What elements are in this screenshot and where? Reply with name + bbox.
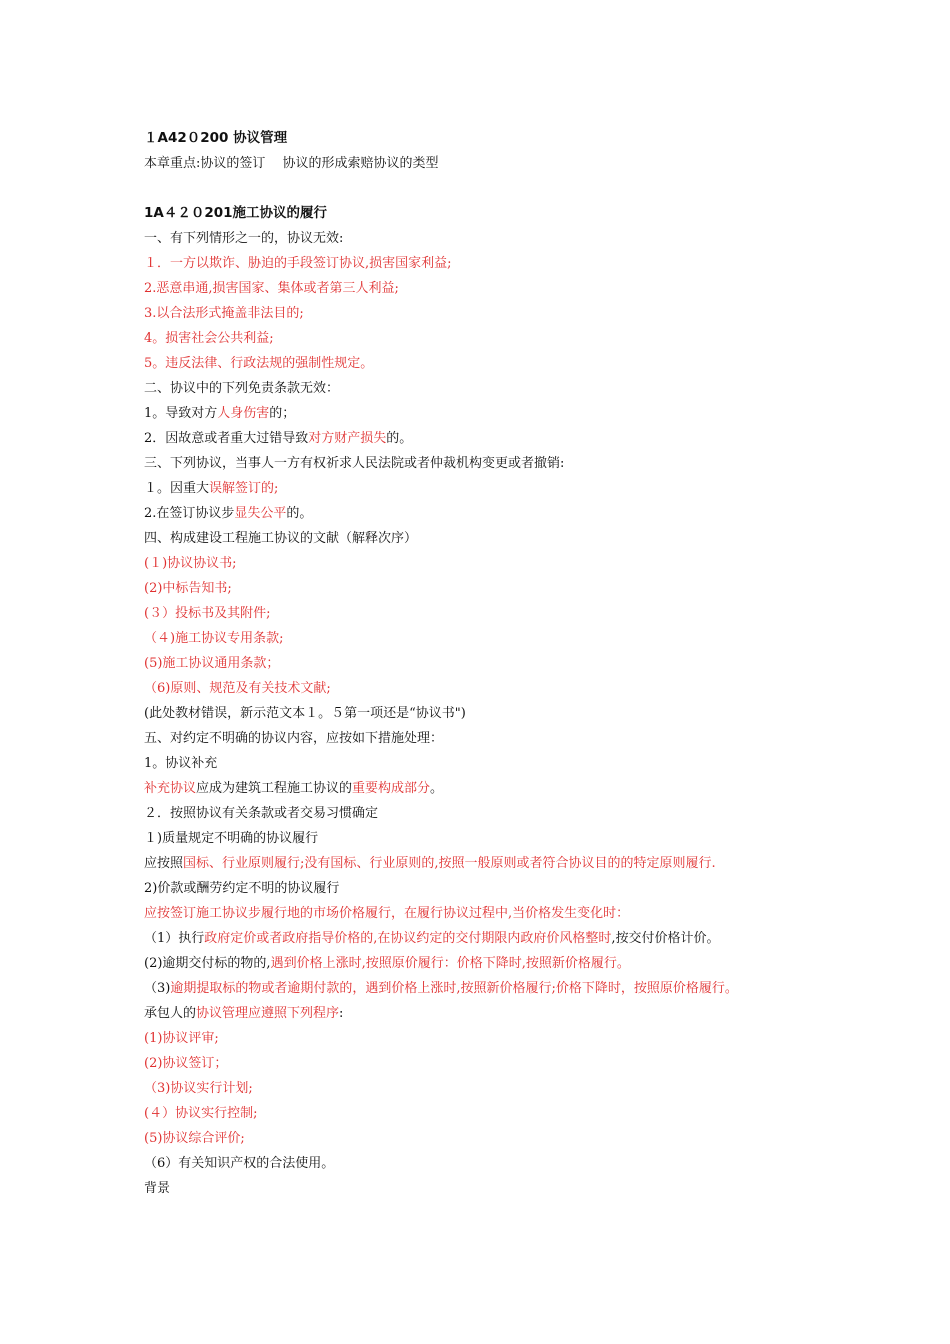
- text-line: [144, 301, 824, 326]
- highlighted-text: (３）投标书及其附件;: [144, 606, 271, 621]
- body-text: （3): [144, 981, 171, 996]
- body-text: 2.在签订协议步: [144, 506, 235, 521]
- text-line: [144, 676, 824, 701]
- chapter-title: １A42０200 协议管理: [144, 130, 288, 146]
- highlighted-text: (5)协议综合评价;: [144, 1131, 245, 1146]
- body-text: ,按交付价格计价。: [611, 931, 720, 946]
- highlighted-text: （3)协议实行计划;: [144, 1081, 253, 1096]
- body-text: 五、对约定不明确的协议内容，应按如下措施处理：: [144, 731, 444, 746]
- highlighted-text: 协议管理应遵照下列程序: [196, 1006, 340, 1021]
- text-line: [144, 276, 824, 301]
- text-line: [144, 376, 824, 401]
- highlighted-text: (2)协议签订；: [144, 1056, 228, 1071]
- text-line: [144, 426, 824, 451]
- text-line: [144, 351, 824, 376]
- highlighted-text: 国标、行业原则履行;没有国标、行业原则的,按照一般原则或者符合协议目的的特定原则履行.: [183, 856, 716, 871]
- body-text: 1。协议补充: [144, 756, 218, 771]
- highlighted-text: (5)施工协议通用条款；: [144, 656, 280, 671]
- text-line: [144, 601, 824, 626]
- text-line: [144, 451, 824, 476]
- highlighted-text: 3.以合法形式掩盖非法目的;: [144, 306, 304, 321]
- body-text: 2)价款或酬劳约定不明的协议履行: [144, 881, 340, 896]
- text-line: [144, 851, 824, 876]
- text-line: [144, 501, 824, 526]
- text-line: [144, 976, 824, 1001]
- body-text: １。因重大: [144, 481, 210, 496]
- highlighted-text: 重要构成部分: [352, 781, 431, 796]
- text-line: [144, 751, 824, 776]
- text-line: [144, 1151, 824, 1176]
- body-text: 三、下列协议，当事人一方有权祈求人民法院或者仲裁机构变更或者撤销:: [144, 456, 565, 471]
- body-text: 背景: [144, 1181, 171, 1196]
- body-text: 2．因故意或者重大过错导致: [144, 431, 309, 446]
- body-text: （1）执行: [144, 931, 205, 946]
- highlighted-text: 4。损害社会公共利益;: [144, 331, 274, 346]
- text-line: [144, 576, 824, 601]
- text-line: [144, 876, 824, 901]
- text-line: [144, 1101, 824, 1126]
- body-text: １)质量规定不明确的协议履行: [144, 831, 319, 846]
- text-line: [144, 801, 824, 826]
- highlighted-text: 逾期提取标的物或者逾期付款的，遇到价格上涨时,按照新价格履行;价格下降时，按照原价格履行。: [170, 981, 738, 996]
- text-line: [144, 251, 824, 276]
- text-line: [144, 401, 824, 426]
- body-text: :: [339, 1006, 344, 1021]
- body-lines: [144, 226, 824, 1201]
- body-text: 承包人的: [144, 1006, 197, 1021]
- text-line: [144, 551, 824, 576]
- highlighted-text: （6)原则、规范及有关技术文献;: [144, 681, 331, 696]
- text-line: [144, 526, 824, 551]
- body-text: （6）有关知识产权的合法使用。: [144, 1156, 335, 1171]
- highlighted-text: 人身伤害: [217, 406, 270, 421]
- highlighted-text: 补充协议: [144, 781, 197, 796]
- text-line: [144, 826, 824, 851]
- highlighted-text: （４)施工协议专用条款;: [144, 631, 284, 646]
- highlighted-text: 5。违反法律、行政法规的强制性规定。: [144, 356, 374, 371]
- highlighted-text: １．一方以欺诈、胁迫的手段签订协议,损害国家利益;: [144, 256, 452, 271]
- text-line: [144, 626, 824, 651]
- text-line: [144, 951, 824, 976]
- text-line: [144, 701, 824, 726]
- body-text: 四、构成建设工程施工协议的文献（解释次序）: [144, 531, 418, 546]
- highlighted-text: 政府定价或者政府指导价格的,在协议约定的交付期限内政府价风格整时: [204, 931, 612, 946]
- body-text: ２．按照协议有关条款或者交易习惯确定: [144, 806, 379, 821]
- body-text: 。: [430, 781, 444, 796]
- body-text: (此处教材错误，新示范文本１。５第一项还是“协议书"): [144, 706, 466, 721]
- highlighted-text: (2)中标告知书;: [144, 581, 232, 596]
- text-line: [144, 326, 824, 351]
- text-line: [144, 1051, 824, 1076]
- body-text: (2)逾期交付标的物的,: [144, 956, 271, 971]
- highlighted-text: (1)协议评审;: [144, 1031, 219, 1046]
- text-line: [144, 1126, 824, 1151]
- body-text: 一、有下列情形之一的，协议无效:: [144, 231, 344, 246]
- highlighted-text: 2.恶意串通,损害国家、集体或者第三人利益;: [144, 281, 399, 296]
- highlighted-text: 误解签订的;: [209, 481, 279, 496]
- text-line: [144, 651, 824, 676]
- highlighted-text: (１)协议协议书;: [144, 556, 237, 571]
- document-body: [144, 126, 824, 1201]
- highlighted-text: 遇到价格上涨时,按照原价履行：价格下降时,按照新价格履行。: [270, 956, 630, 971]
- spacer: [144, 176, 824, 201]
- highlighted-text: 应按签订施工协议步履行地的市场价格履行，在履行协议过程中,当价格发生变化时：: [144, 906, 630, 921]
- body-text: 应按照: [144, 856, 184, 871]
- text-line: [144, 1026, 824, 1051]
- highlighted-text: 对方财产损失: [308, 431, 387, 446]
- body-text: 的；: [269, 406, 296, 421]
- body-text: 应成为建筑工程施工协议的: [196, 781, 353, 796]
- section-heading: 1A４２０201施工协议的履行: [144, 205, 328, 221]
- text-line: [144, 926, 824, 951]
- body-text: 1。导致对方: [144, 406, 218, 421]
- text-line: [144, 1176, 824, 1201]
- body-text: 的。: [286, 506, 313, 521]
- body-text: 二、协议中的下列免责条款无效：: [144, 381, 340, 396]
- chapter-focus: 本章重点:协议的签订 协议的形成索赔协议的类型: [144, 156, 439, 171]
- body-text: 的。: [386, 431, 413, 446]
- text-line: [144, 476, 824, 501]
- text-line: [144, 726, 824, 751]
- text-line: [144, 226, 824, 251]
- text-line: [144, 776, 824, 801]
- text-line: [144, 1076, 824, 1101]
- highlighted-text: 显失公平: [234, 506, 287, 521]
- highlighted-text: (４）协议实行控制;: [144, 1106, 258, 1121]
- text-line: [144, 1001, 824, 1026]
- text-line: [144, 901, 824, 926]
